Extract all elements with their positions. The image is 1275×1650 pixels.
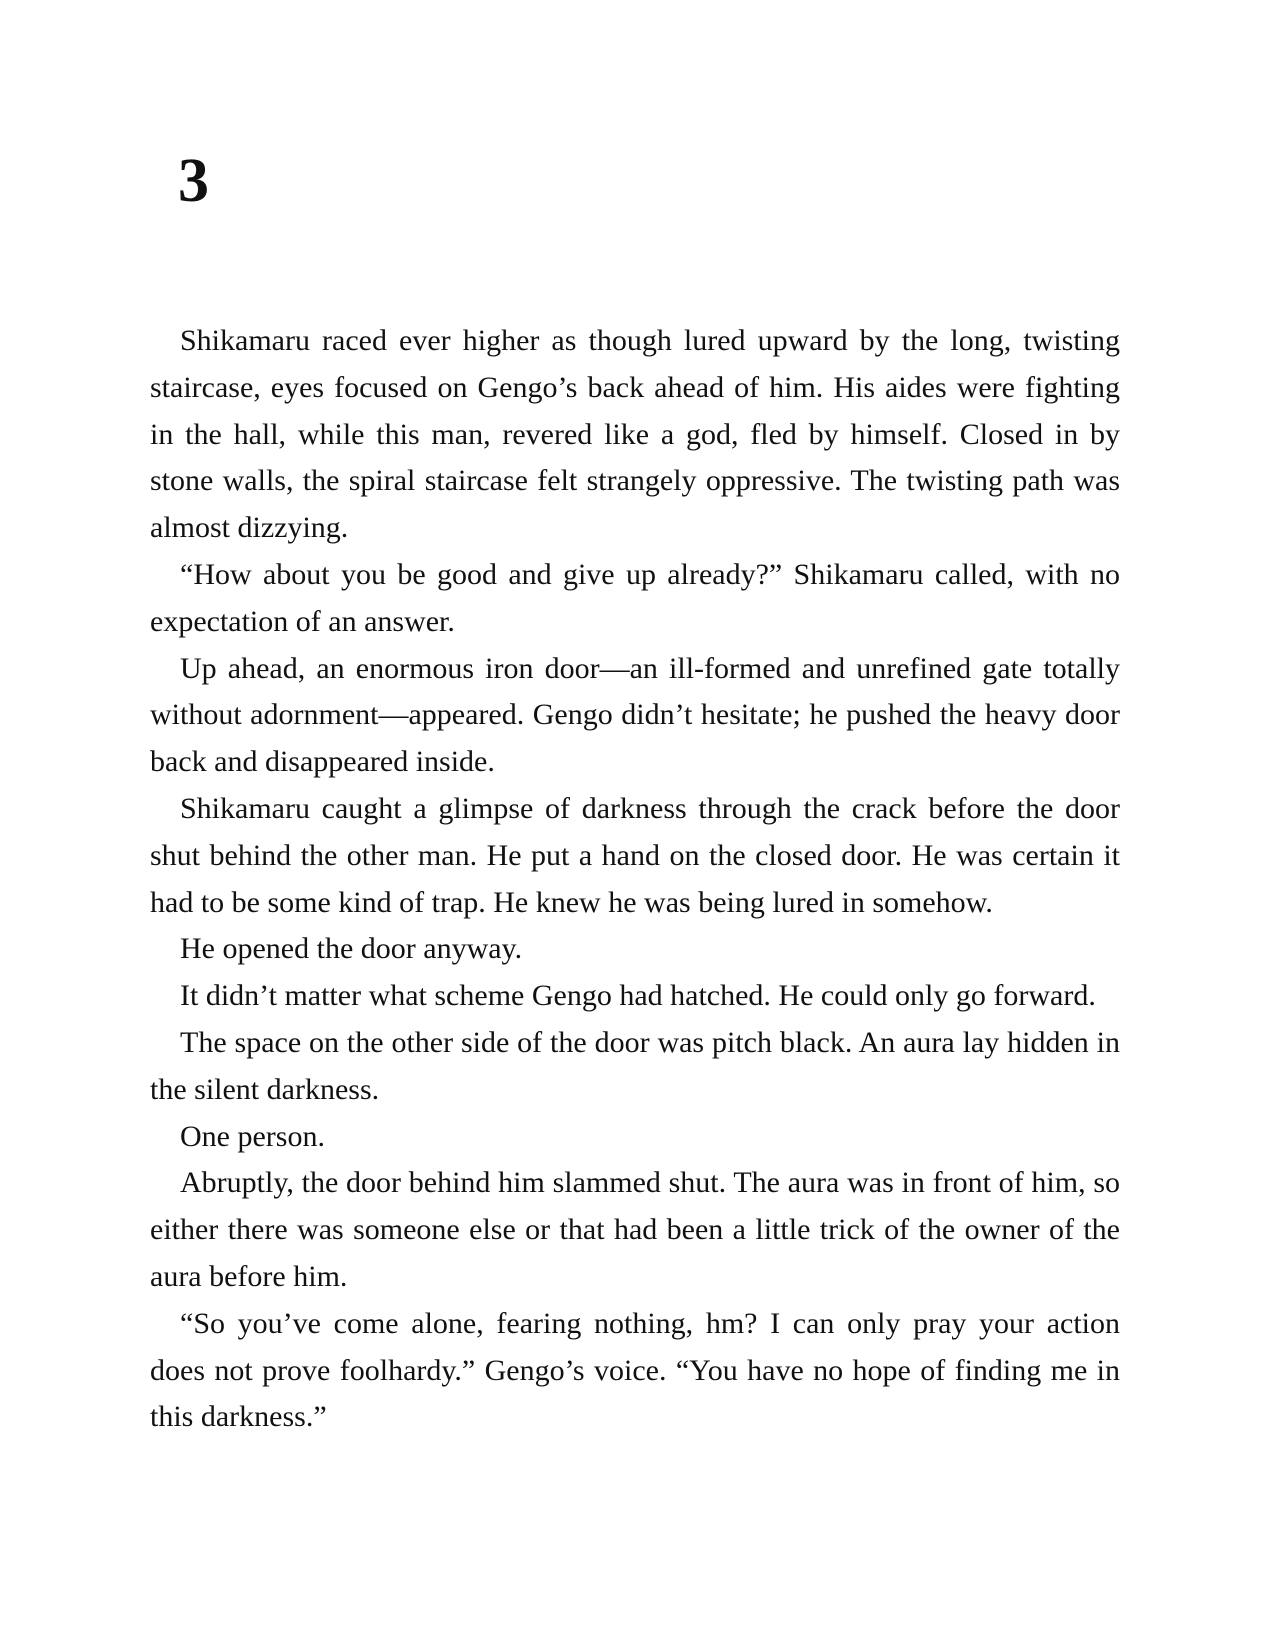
- paragraph: It didn’t matter what scheme Gengo had hatched. He could only go forward.: [180, 979, 1096, 1013]
- paragraph: Shikamaru raced ever higher as though lured upward by the long, twisting staircase, eyes focused on Gengo’s back ahead of him. His aides were fighting in the hall, while this man, revered like a god, fled by himself. Closed in by stone walls, the spiral staircase felt strangely oppressive. The twisting path was almost dizzying.: [150, 324, 1120, 545]
- paragraph: Abruptly, the door behind him slammed shut. The aura was in front of him, so either there was someone else or that had been a little trick of the owner of the aura before him.: [150, 1166, 1120, 1293]
- chapter-number: 3: [178, 147, 209, 215]
- paragraph: “So you’ve come alone, fearing nothing, hm? I can only pray your action does not prove foolhardy.” Gengo’s voice. “You have no hope of finding me in this darkness.”: [150, 1306, 1120, 1434]
- chapter-body: [150, 318, 1120, 1441]
- paragraph: Shikamaru caught a glimpse of darkness through the crack before the door shut behind the other man. He put a hand on the closed door. He was certain it had to be some kind of trap. He knew he was being lured in somehow.: [150, 791, 1120, 919]
- paragraph: One person.: [180, 1119, 325, 1153]
- paragraph: He opened the door anyway.: [180, 932, 523, 966]
- paragraph: Up ahead, an enormous iron door—an ill-formed and unrefined gate totally without adornment—appeared. Gengo didn’t hesitate; he pushed the heavy door back and disappeared inside.: [150, 651, 1120, 779]
- paragraph: “How about you be good and give up already?” Shikamaru called, with no expectation of an answer.: [150, 557, 1120, 638]
- paragraph: The space on the other side of the door was pitch black. An aura lay hidden in the silent darkness.: [150, 1025, 1120, 1106]
